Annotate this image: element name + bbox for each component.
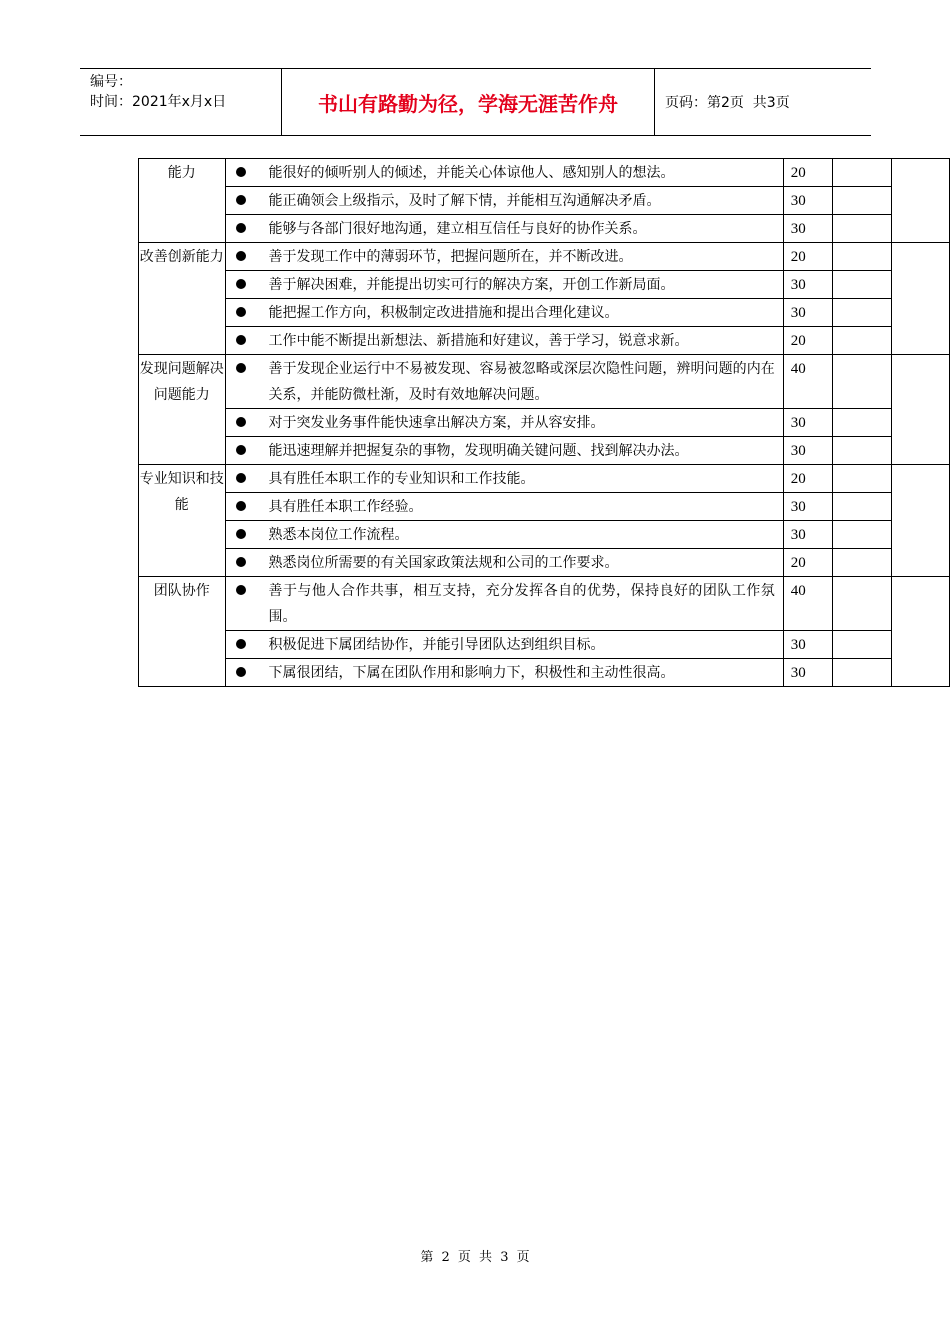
score-cell: 20: [783, 465, 832, 493]
score-cell: 30: [783, 409, 832, 437]
header-page-info: [655, 69, 871, 135]
score-cell: 20: [783, 243, 832, 271]
rating-cell: [832, 437, 892, 465]
table-row: [139, 437, 950, 465]
group-total-cell: [892, 465, 950, 577]
rating-cell: [832, 409, 892, 437]
bullet-cell: [225, 437, 256, 465]
criterion-text: 工作中能不断提出新想法、新措施和好建议，善于学习，锐意求新。: [256, 327, 783, 355]
rating-cell: [832, 327, 892, 355]
bullet-cell: [225, 299, 256, 327]
table-row: [139, 521, 950, 549]
score-cell: 20: [783, 549, 832, 577]
bullet-icon: [236, 363, 246, 373]
bullet-icon: [236, 223, 246, 233]
criterion-text: 能够与各部门很好地沟通，建立相互信任与良好的协作关系。: [256, 215, 783, 243]
score-cell: 30: [783, 437, 832, 465]
page-footer: 第 2 页 共 3 页: [420, 1250, 530, 1265]
bullet-cell: [225, 659, 256, 687]
rating-cell: [832, 299, 892, 327]
bullet-icon: [236, 557, 246, 567]
criterion-text: 能迅速理解并把握复杂的事物，发现明确关键问题、找到解决办法。: [256, 437, 783, 465]
table-row: [139, 159, 950, 187]
bullet-cell: [225, 159, 256, 187]
table-row: [139, 327, 950, 355]
criterion-text: 善于发现企业运行中不易被发现、容易被忽略或深层次隐性问题，辨明问题的内在关系，并能防微杜渐，及时有效地解决问题。: [256, 355, 783, 409]
category-cell: 能力: [139, 159, 226, 243]
score-cell: 30: [783, 521, 832, 549]
time-label: 时间：2021年x月x日: [90, 94, 227, 110]
rating-cell: [832, 659, 892, 687]
score-cell: 30: [783, 493, 832, 521]
bullet-cell: [225, 187, 256, 215]
rating-cell: [832, 577, 892, 631]
score-cell: 20: [783, 159, 832, 187]
bullet-cell: [225, 577, 256, 631]
table-row: [139, 549, 950, 577]
score-cell: 30: [783, 659, 832, 687]
evaluation-table: [138, 158, 950, 687]
bullet-cell: [225, 355, 256, 409]
table-row: [139, 493, 950, 521]
score-cell: 30: [783, 271, 832, 299]
bullet-cell: [225, 631, 256, 659]
number-label: 编号：: [90, 74, 132, 90]
category-cell: 专业知识和技能: [139, 465, 226, 577]
criterion-text: 能正确领会上级指示，及时了解下情，并能相互沟通解决矛盾。: [256, 187, 783, 215]
header-meta: [80, 69, 282, 135]
bullet-icon: [236, 529, 246, 539]
bullet-icon: [236, 585, 246, 595]
criterion-text: 对于突发业务事件能快速拿出解决方案，并从容安排。: [256, 409, 783, 437]
bullet-cell: [225, 465, 256, 493]
bullet-icon: [236, 167, 246, 177]
bullet-cell: [225, 549, 256, 577]
table-row: [139, 299, 950, 327]
rating-cell: [832, 271, 892, 299]
bullet-cell: [225, 215, 256, 243]
table-row: [139, 271, 950, 299]
rating-cell: [832, 159, 892, 187]
header-motto: 书山有路勤为径，学海无涯苦作舟: [282, 69, 655, 135]
score-cell: 30: [783, 299, 832, 327]
criterion-text: 善于解决困难，并能提出切实可行的解决方案，开创工作新局面。: [256, 271, 783, 299]
category-cell: 团队协作: [139, 577, 226, 687]
table-row: [139, 215, 950, 243]
table-row: [139, 355, 950, 409]
bullet-icon: [236, 307, 246, 317]
group-total-cell: [892, 577, 950, 687]
bullet-cell: [225, 271, 256, 299]
score-cell: 30: [783, 215, 832, 243]
bullet-cell: [225, 521, 256, 549]
group-total-cell: [892, 243, 950, 355]
rating-cell: [832, 187, 892, 215]
criterion-text: 具有胜任本职工作经验。: [256, 493, 783, 521]
rating-cell: [832, 215, 892, 243]
score-cell: 20: [783, 327, 832, 355]
rating-cell: [832, 493, 892, 521]
bullet-icon: [236, 445, 246, 455]
rating-cell: [832, 549, 892, 577]
criterion-text: 善于发现工作中的薄弱环节，把握问题所在，并不断改进。: [256, 243, 783, 271]
category-cell: 发现问题解决问题能力: [139, 355, 226, 465]
bullet-cell: [225, 327, 256, 355]
table-row: [139, 243, 950, 271]
criterion-text: 具有胜任本职工作的专业知识和工作技能。: [256, 465, 783, 493]
table-row: [139, 577, 950, 631]
rating-cell: [832, 355, 892, 409]
bullet-cell: [225, 493, 256, 521]
page-header: [80, 68, 871, 136]
score-cell: 30: [783, 187, 832, 215]
table-row: [139, 409, 950, 437]
bullet-icon: [236, 667, 246, 677]
criterion-text: 能很好的倾听别人的倾述，并能关心体谅他人、感知别人的想法。: [256, 159, 783, 187]
bullet-cell: [225, 243, 256, 271]
page-label: 页码：第2页 共3页: [665, 95, 790, 111]
group-total-cell: [892, 355, 950, 465]
criterion-text: 能把握工作方向，积极制定改进措施和提出合理化建议。: [256, 299, 783, 327]
score-cell: 40: [783, 355, 832, 409]
bullet-icon: [236, 195, 246, 205]
table-row: [139, 659, 950, 687]
table-row: [139, 187, 950, 215]
criterion-text: 善于与他人合作共事，相互支持，充分发挥各自的优势，保持良好的团队工作氛围。: [256, 577, 783, 631]
bullet-icon: [236, 279, 246, 289]
rating-cell: [832, 631, 892, 659]
criterion-text: 积极促进下属团结协作，并能引导团队达到组织目标。: [256, 631, 783, 659]
bullet-icon: [236, 251, 246, 261]
bullet-icon: [236, 417, 246, 427]
criterion-text: 熟悉本岗位工作流程。: [256, 521, 783, 549]
rating-cell: [832, 521, 892, 549]
rating-cell: [832, 465, 892, 493]
criterion-text: 熟悉岗位所需要的有关国家政策法规和公司的工作要求。: [256, 549, 783, 577]
category-cell: 改善创新能力: [139, 243, 226, 355]
bullet-icon: [236, 335, 246, 345]
bullet-icon: [236, 639, 246, 649]
table-row: [139, 631, 950, 659]
table-row: [139, 465, 950, 493]
bullet-icon: [236, 473, 246, 483]
bullet-cell: [225, 409, 256, 437]
bullet-icon: [236, 501, 246, 511]
group-total-cell: [892, 159, 950, 243]
rating-cell: [832, 243, 892, 271]
score-cell: 30: [783, 631, 832, 659]
criterion-text: 下属很团结，下属在团队作用和影响力下，积极性和主动性很高。: [256, 659, 783, 687]
score-cell: 40: [783, 577, 832, 631]
